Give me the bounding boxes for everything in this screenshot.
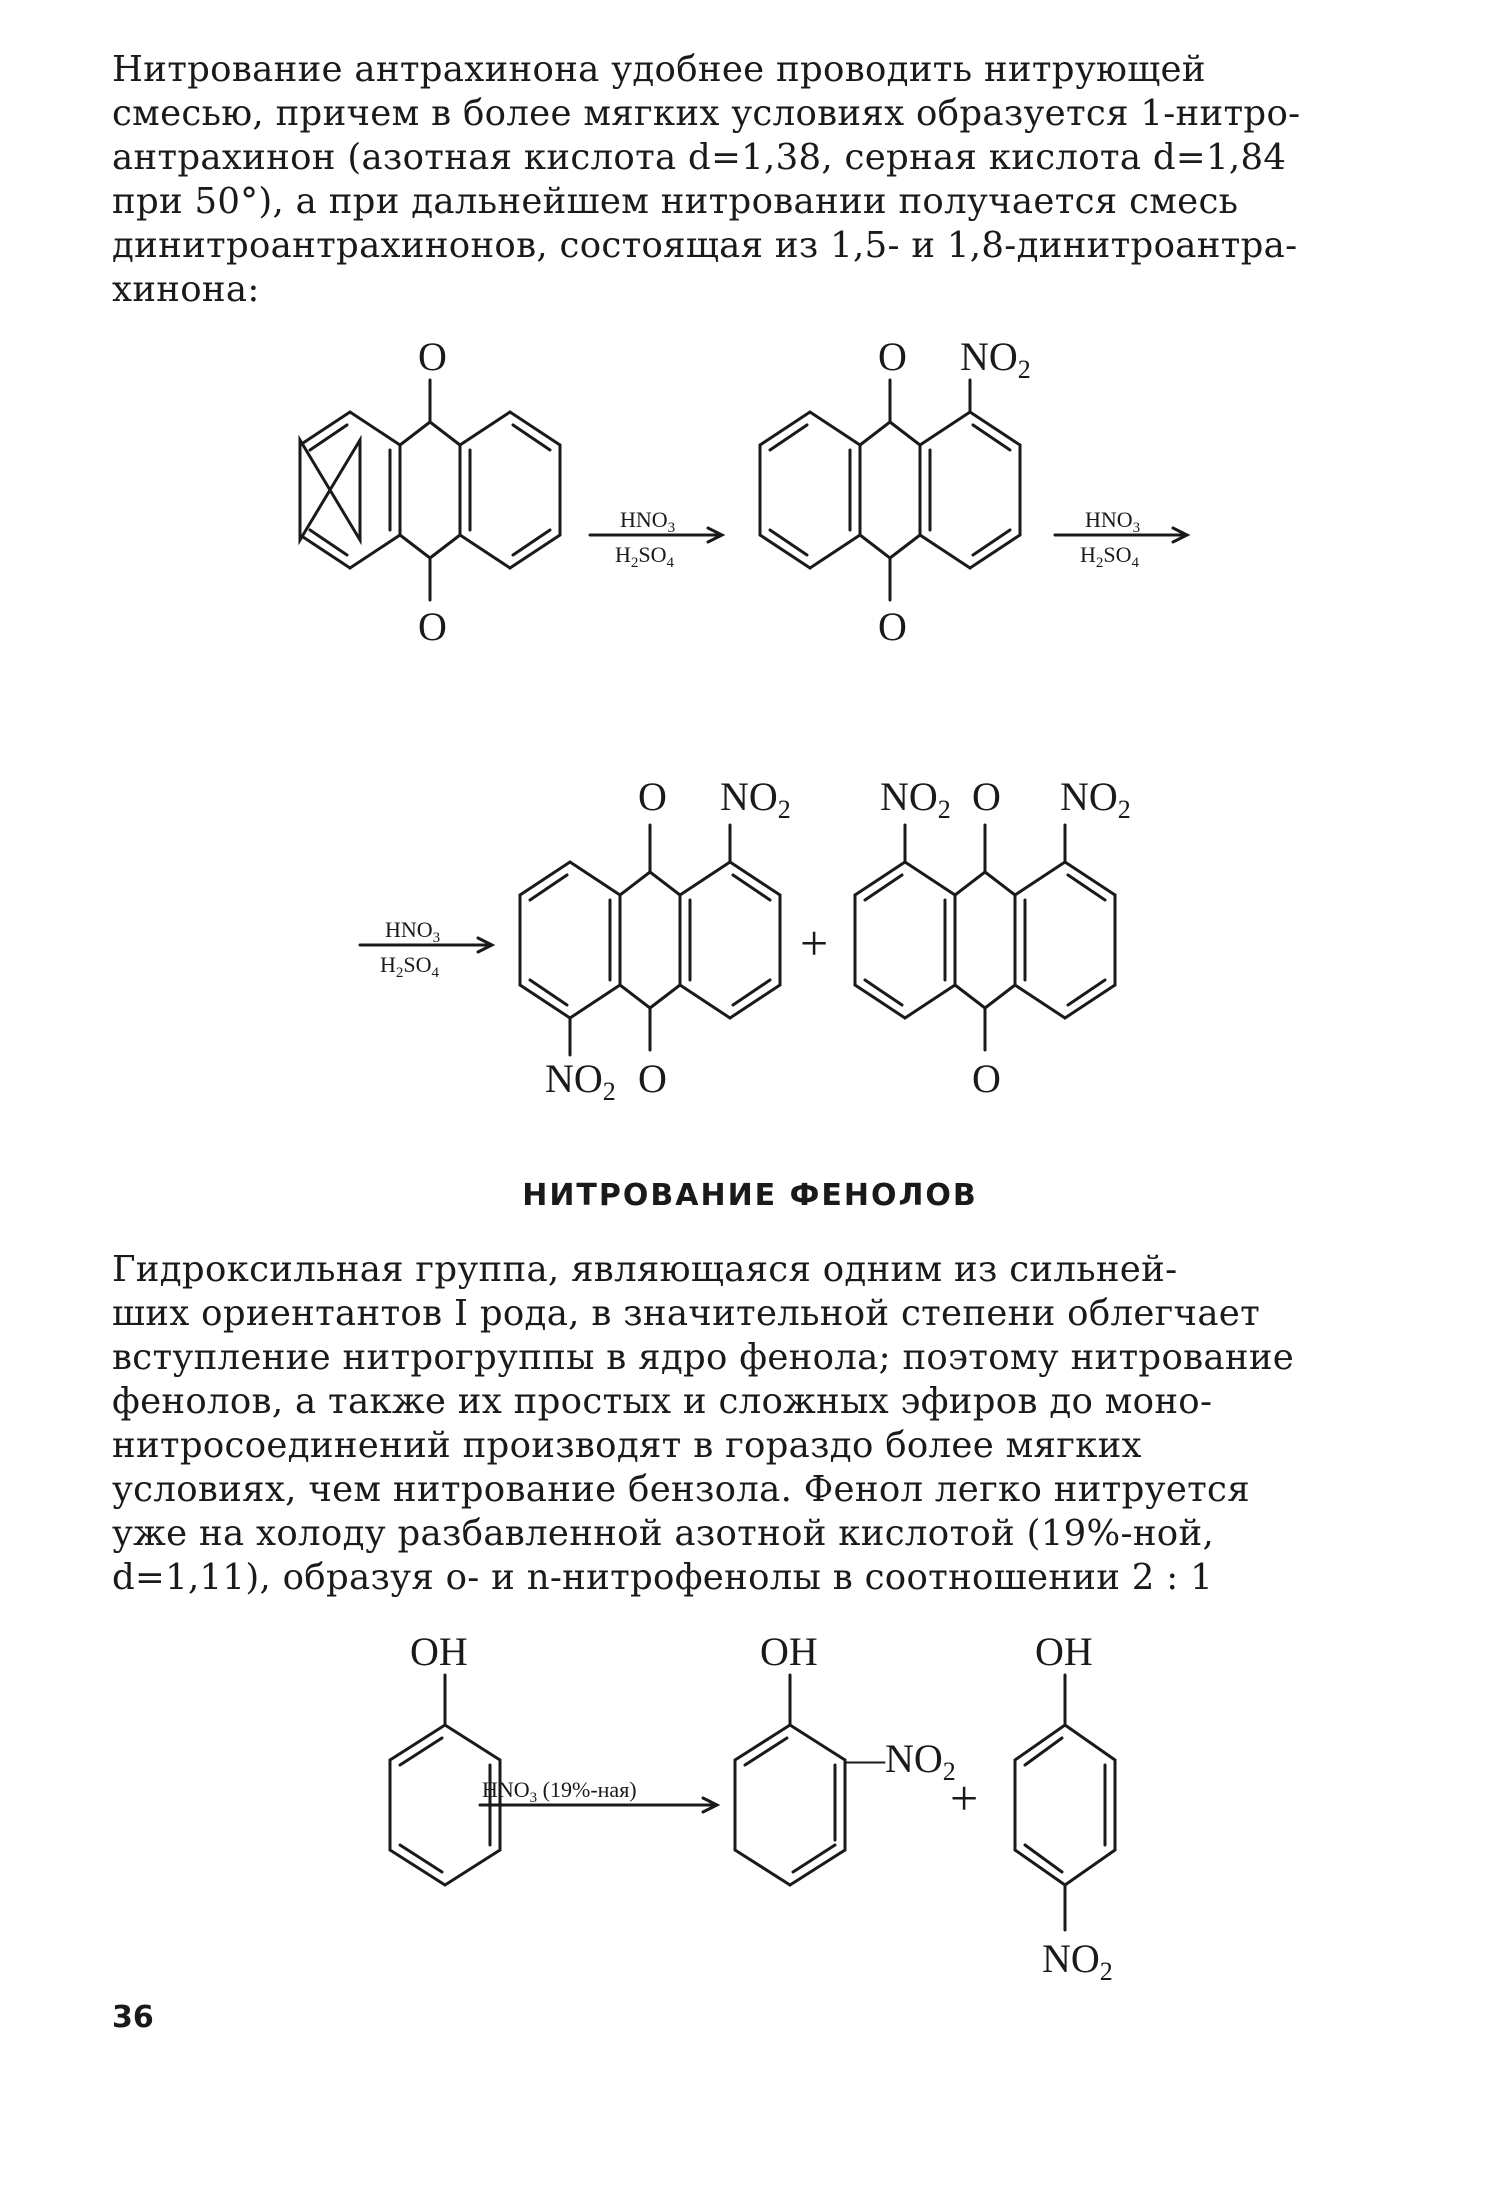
reagent-h2so4: $H_2SO_4$ [1080, 542, 1140, 571]
reagent-h2so4: $H_2SO_4$ [380, 952, 440, 981]
text-line: Гидроксильная группа, являющаяся одним из сильней- [112, 1249, 1178, 1290]
reaction-arrow [1055, 507, 1187, 571]
oxygen-label: O [418, 604, 447, 649]
text-line: ших ориентантов I рода, в значительной степени облегчает [112, 1293, 1261, 1334]
plus-sign: + [950, 1770, 979, 1826]
nitro-group-label: $NO_2$ [960, 334, 1031, 384]
oxygen-label: O [878, 604, 907, 649]
nitro-group-label: $—NO_2$ [845, 1736, 956, 1786]
nitro-group-label: $NO_2$ [880, 774, 951, 824]
nitro-group-label: $NO_2$ [1060, 774, 1131, 824]
paragraph-anthraquinone-nitration [112, 48, 1380, 312]
reagent-hno3-19-percent: $HNO_3$ (19%-ная) [482, 1777, 637, 1806]
reagent-hno3: $HNO_3$ [385, 917, 441, 946]
anthraquinone-nitration-scheme-row1 [0, 334, 1500, 720]
text-line: условиях, чем нитрование бензола. Фенол легко нитруется [112, 1469, 1250, 1510]
reagent-hno3: $HNO_3$ [620, 507, 676, 536]
hydroxyl-label: OH [760, 1629, 818, 1674]
nitro-group-label: $NO_2$ [545, 1056, 616, 1106]
reaction-arrow [590, 507, 722, 571]
oxygen-label: O [972, 1056, 1001, 1101]
dinitroanthraquinone-1-8-structure [855, 825, 1115, 1050]
dinitroanthraquinone-1-5-structure [520, 825, 780, 1055]
oxygen-label: O [638, 774, 667, 819]
anthraquinone-structure [300, 380, 560, 600]
oxygen-label: O [418, 334, 447, 379]
oxygen-label: O [972, 774, 1001, 819]
hydroxyl-label: OH [1035, 1629, 1093, 1674]
nitroanthraquinone-structure [760, 380, 1020, 600]
page-number: 36 [112, 2000, 154, 2035]
o-nitrophenol-structure [735, 1675, 845, 1885]
text-line: хинона: [112, 269, 260, 310]
text-line: уже на холоду разбавленной азотной кислотой (19%-ной, [112, 1513, 1215, 1554]
text-line: при 50°), а при дальнейшем нитровании получается смесь [112, 181, 1239, 222]
phenol-nitration-scheme [0, 1630, 1500, 2010]
text-line: нитросоединений производят в гораздо более мягких [112, 1425, 1142, 1466]
text-line: фенолов, а также их простых и сложных эфиров до моно- [112, 1381, 1213, 1422]
text-line: Нитрование антрахинона удобнее проводить нитрующей [112, 49, 1206, 90]
text-line: вступление нитрогруппы в ядро фенола; поэтому нитрование [112, 1337, 1295, 1378]
text-line: динитроантрахинонов, состоящая из 1,5- и 1,8-динитроантра- [112, 225, 1298, 266]
oxygen-label: O [878, 334, 907, 379]
nitro-group-label: $NO_2$ [720, 774, 791, 824]
reaction-arrow [480, 1777, 717, 1812]
reagent-hno3: $HNO_3$ [1085, 507, 1141, 536]
reagent-h2so4: $H_2SO_4$ [615, 542, 675, 571]
text-line: d=1,11), образуя о- и n-нитрофенолы в соотношении 2 : 1 [112, 1557, 1213, 1598]
text-line: антрахинон (азотная кислота d=1,38, серная кислота d=1,84 [112, 137, 1287, 178]
reaction-arrow [360, 917, 492, 981]
section-heading: НИТРОВАНИЕ ФЕНОЛОВ [522, 1178, 978, 1213]
hydroxyl-label: OH [410, 1629, 468, 1674]
plus-sign: + [800, 915, 829, 971]
oxygen-label: O [638, 1056, 667, 1101]
paragraph-phenol-nitration [112, 1248, 1380, 1600]
nitro-group-label: $NO_2$ [1042, 1936, 1113, 1986]
text-line: смесью, причем в более мягких условиях образуется 1-нитро- [112, 93, 1301, 134]
anthraquinone-nitration-scheme-row2 [0, 760, 1500, 1140]
p-nitrophenol-structure [1015, 1675, 1115, 1930]
